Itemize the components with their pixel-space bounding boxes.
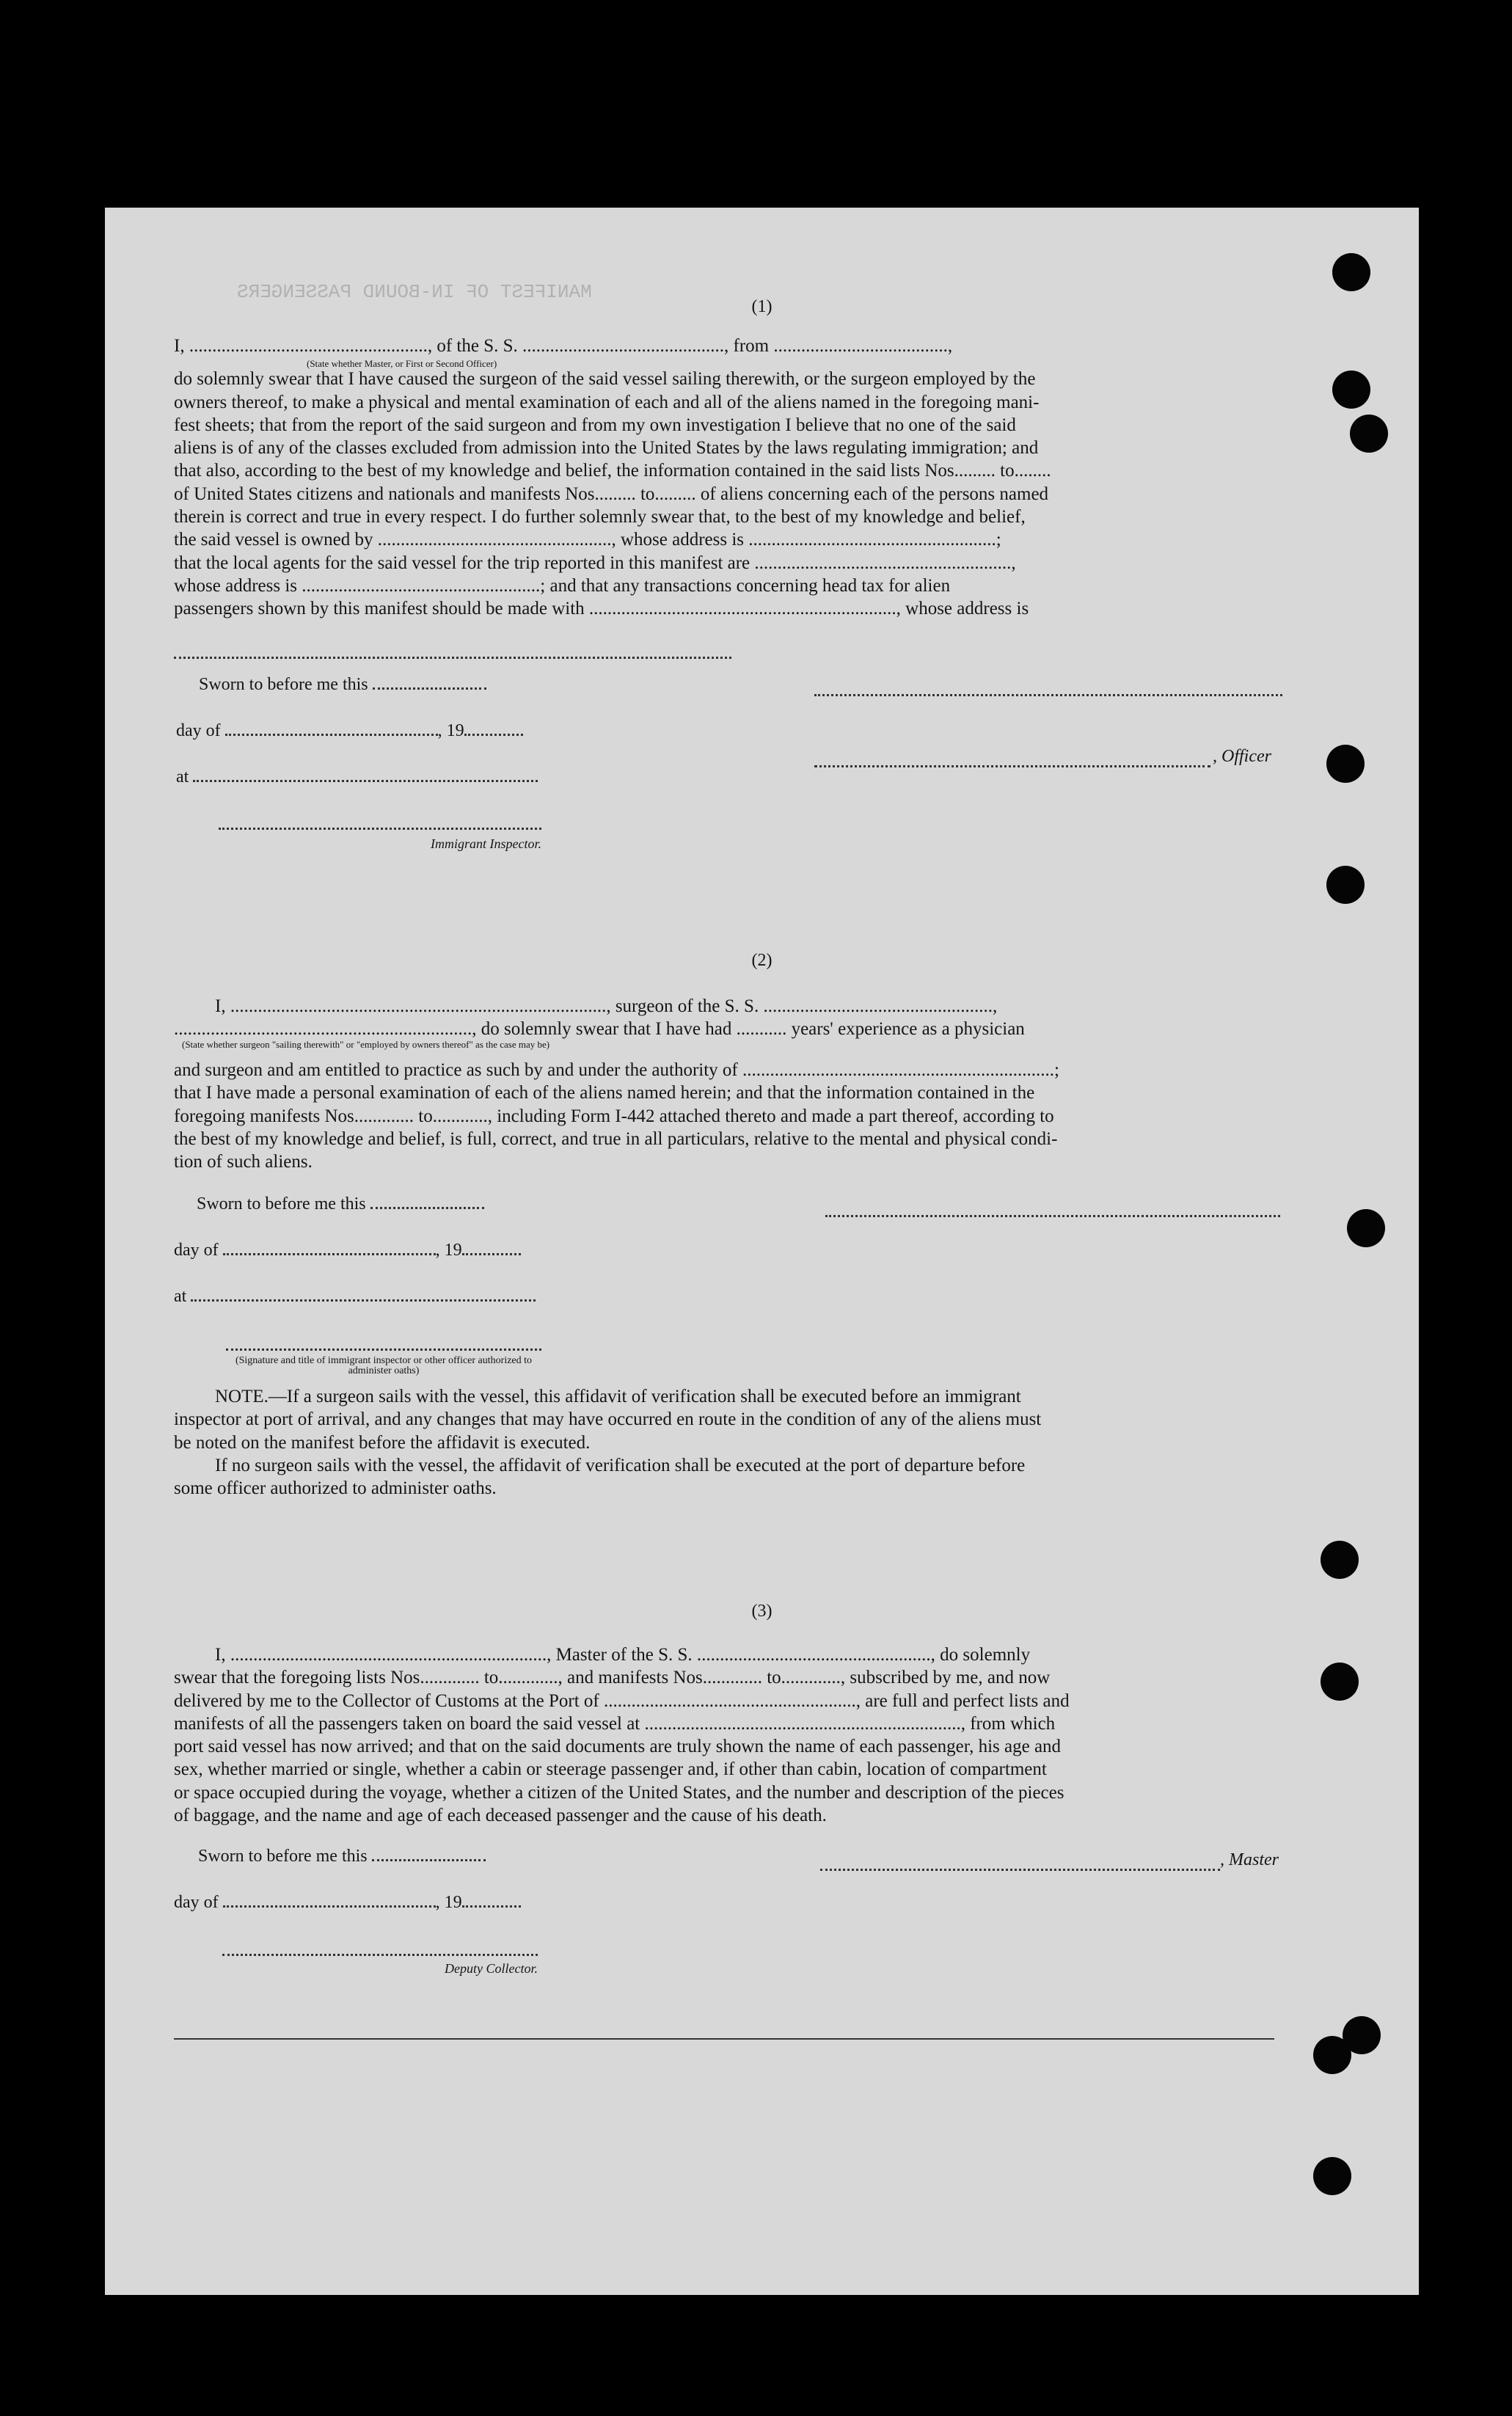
section-1-line: therein is correct and true in every respect. I do further solemnly swear that, to the best of my knowledge and belief, xyxy=(174,507,1026,528)
section-3-left-signature-line xyxy=(222,1954,538,1956)
section-3-number: (3) xyxy=(751,1602,773,1621)
section-2-day: day of , 19 xyxy=(174,1241,521,1260)
note-line: If no surgeon sails with the vessel, the affidavit of verification shall be executed at the port of departure before xyxy=(215,1455,1026,1475)
blank-field xyxy=(223,1899,436,1908)
blank-field xyxy=(462,1899,521,1908)
section-2-line: ................................................................., do solemnly swear that I have had ........... years' experience as a physician xyxy=(174,1019,1025,1040)
section-3-line: port said vessel has now arrived; and that on the said documents are truly shown the name of each passenger, his age and xyxy=(174,1737,1062,1757)
section-1-left-signature-line xyxy=(219,828,541,830)
section-2-line: that I have made a personal examination of each of the aliens named herein; and that the information contained in the xyxy=(174,1083,1035,1103)
punch-hole xyxy=(1321,1541,1359,1579)
section-3-paragraph xyxy=(174,1643,1285,1827)
section-2-left-signature-line xyxy=(226,1348,541,1351)
section-1-line: whose address is ....................................................; and that any transactions concerning head tax for alien xyxy=(174,575,951,596)
blank-field xyxy=(372,1853,486,1861)
sworn-label: Sworn to before me this xyxy=(198,1847,368,1866)
section-1-right-signature-caption: , Officer xyxy=(1213,747,1271,766)
section-2-sworn xyxy=(197,1194,484,1214)
section-2-opening xyxy=(174,995,1285,1041)
blank-field xyxy=(223,1247,436,1255)
punch-hole xyxy=(1321,1663,1359,1701)
section-3-line: of baggage, and the name and age of each deceased passenger and the cause of his death. xyxy=(174,1806,827,1826)
blank-field xyxy=(191,1293,536,1302)
section-3-right-signature-line xyxy=(820,1869,1220,1871)
section-2-at xyxy=(174,1287,536,1307)
section-1-caption: (State whether Master, or First or Second Officer) xyxy=(307,358,497,369)
blank-field xyxy=(225,728,438,736)
note-line: be noted on the manifest before the affidavit is executed. xyxy=(174,1432,591,1453)
day-of-label: day of xyxy=(176,721,221,740)
section-3-line: delivered by me to the Collector of Customs at the Port of ......................................................., are full and perfect lists and xyxy=(174,1690,1070,1711)
year-label: 19 xyxy=(444,1241,462,1260)
punch-hole xyxy=(1313,2036,1351,2074)
section-1-right-line-a xyxy=(814,694,1282,696)
section-3-line: I, ....................................................................., Master of the S. S. ..................................................., do solemnly xyxy=(215,1645,1031,1665)
section-1-line: owners thereof, to make a physical and mental examination of each and all of the aliens named in the foregoing mani- xyxy=(174,392,1040,412)
section-1-paragraph xyxy=(174,335,1285,621)
day-of-label: day of xyxy=(174,1893,219,1912)
section-3-line: manifests of all the passengers taken on board the said vessel at ....................................................................., from which xyxy=(174,1713,1056,1734)
section-3-sworn xyxy=(198,1847,486,1866)
punch-hole xyxy=(1326,745,1365,783)
at-label: at xyxy=(174,1287,187,1306)
sworn-label: Sworn to before me this xyxy=(197,1194,366,1214)
note-line: inspector at port of arrival, and any changes that may have occurred en route in the condition of any of the aliens must xyxy=(174,1409,1042,1430)
punch-hole xyxy=(1326,866,1365,904)
section-2-line: I, .................................................................................., surgeon of the S. S. .................................................., xyxy=(215,996,998,1016)
section-1-at xyxy=(176,767,538,787)
section-3-right-signature-caption: , Master xyxy=(1220,1850,1279,1869)
section-3-line: swear that the foregoing lists Nos............. to............., and manifests Nos............. to............., subscribed by me, and now xyxy=(174,1668,1051,1688)
section-2-number: (2) xyxy=(751,951,773,970)
section-2-right-line xyxy=(825,1215,1280,1217)
section-1-number: (1) xyxy=(751,297,773,316)
day-of-label: day of xyxy=(174,1241,219,1260)
year-label: 19 xyxy=(446,721,464,740)
master-label: Master xyxy=(1229,1850,1279,1869)
section-1-line: do solemnly swear that I have caused the surgeon of the said vessel sailing therewith, or the surgeon employed by the xyxy=(174,369,1036,390)
section-1-left-signature-caption: Immigrant Inspector. xyxy=(431,836,541,851)
section-2-line: tion of such aliens. xyxy=(174,1152,313,1172)
blank-field xyxy=(464,728,523,736)
section-1-line: that the local agents for the said vessel for the trip reported in this manifest are ........................................................, xyxy=(174,552,1016,573)
section-1-line: of United States citizens and nationals and manifests Nos......... to......... of aliens concerning each of the persons named xyxy=(174,483,1049,504)
punch-hole xyxy=(1332,253,1370,291)
punch-hole xyxy=(1313,2157,1351,2195)
section-1-right-signature-line xyxy=(814,765,1210,767)
year-label: 19 xyxy=(444,1893,462,1912)
section-1-line: the said vessel is owned by ..................................................., whose address is ......................................................; xyxy=(174,530,1001,550)
section-1-continuation-line xyxy=(174,657,731,659)
section-3-left-signature-caption: Deputy Collector. xyxy=(445,1961,538,1976)
section-1-day: day of , 19 xyxy=(176,721,523,741)
section-3-line: sex, whether married or single, whether a cabin or steerage passenger and, if other than cabin, location of compartment xyxy=(174,1759,1047,1780)
section-2-left-signature-caption: (Signature and title of immigrant inspector or other officer authorized to administer oaths) xyxy=(235,1355,533,1376)
punch-hole xyxy=(1350,415,1388,453)
section-3-day: day of , 19 xyxy=(174,1893,521,1913)
section-1-line: I, ...................................................., of the S. S. ............................................, from ......................................, xyxy=(174,336,953,356)
section-2-caption: (State whether surgeon "sailing therewith" or "employed by owners thereof" as the case may be) xyxy=(182,1039,550,1050)
section-1-line: that also, according to the best of my knowledge and belief, the information contained in the said lists Nos......... to........ xyxy=(174,461,1051,481)
section-2-paragraph xyxy=(174,1059,1285,1173)
sworn-label: Sworn to before me this xyxy=(199,675,368,694)
section-3-line: or space occupied during the voyage, whether a citizen of the United States, and the number and description of the pieces xyxy=(174,1782,1064,1803)
note-line: NOTE.—If a surgeon sails with the vessel, this affidavit of verification shall be executed before an immigrant xyxy=(215,1387,1021,1406)
at-label: at xyxy=(176,767,189,787)
blank-field xyxy=(193,774,538,782)
blank-field xyxy=(373,682,486,690)
punch-hole xyxy=(1347,1209,1385,1247)
note-line: some officer authorized to administer oaths. xyxy=(174,1478,497,1499)
section-2-note xyxy=(174,1385,1285,1500)
section-1-line: passengers shown by this manifest should be made with ..................................................................., whose address is xyxy=(174,599,1029,619)
section-1-sworn xyxy=(199,675,486,695)
section-1-line: aliens is of any of the classes excluded from admission into the United States by the laws regulating immigration; and xyxy=(174,438,1039,459)
manifest-page xyxy=(105,208,1419,2295)
bleed-through-text: MANIFEST OF IN-BOUND PASSENGERS xyxy=(237,281,592,303)
section-2-line: foregoing manifests Nos............. to............, including Form I-442 attached thereto and made a part thereof, according to xyxy=(174,1106,1054,1126)
section-1-line: fest sheets; that from the report of the said surgeon and from my own investigation I believe that no one of the said xyxy=(174,415,1016,435)
punch-hole xyxy=(1332,371,1370,409)
bottom-rule xyxy=(174,2038,1274,2040)
blank-field xyxy=(462,1247,521,1255)
section-2-line: the best of my knowledge and belief, is full, correct, and true in all particulars, relative to the mental and physical condi- xyxy=(174,1128,1058,1149)
blank-field xyxy=(370,1201,484,1209)
officer-label: Officer xyxy=(1221,747,1271,766)
section-2-line: and surgeon and am entitled to practice as such by and under the authority of ....................................................................; xyxy=(174,1060,1059,1080)
